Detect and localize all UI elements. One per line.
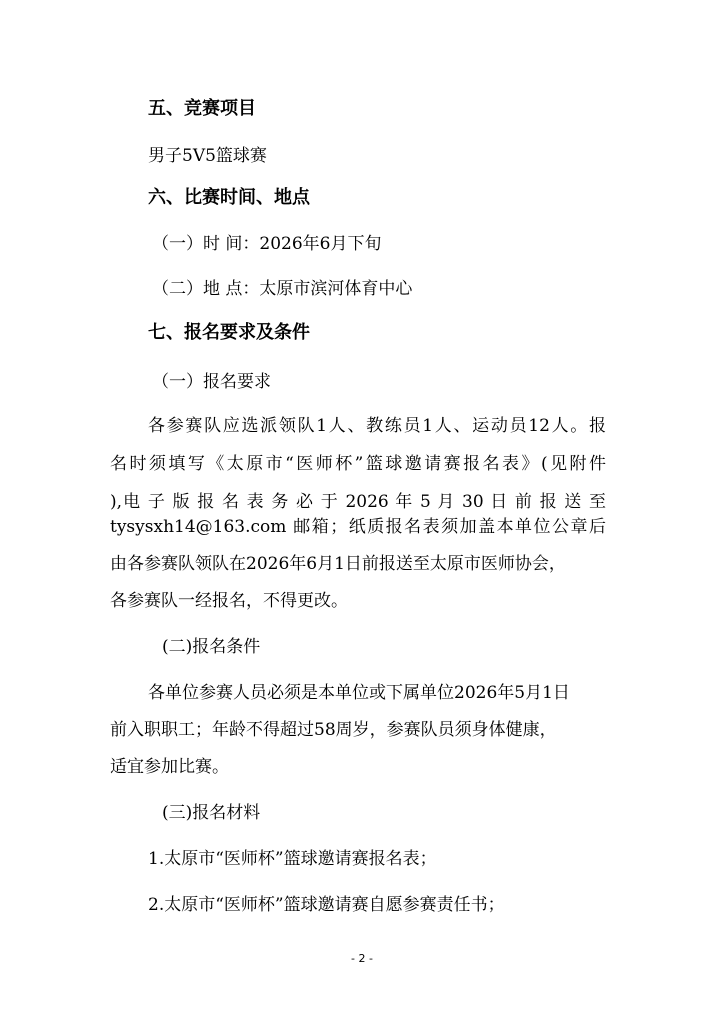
conditions-line: 各单位参赛人员必须是本单位或下属单位2026年5月1日 bbox=[148, 683, 570, 703]
subsection-title-requirements: （一）报名要求 bbox=[152, 372, 271, 392]
requirements-line: 各参赛队应选派领队1人、教练员1人、运动员12人。报 bbox=[148, 416, 606, 436]
requirements-line: 名时须填写《太原市“医师杯”篮球邀请赛报名表》(见附件 bbox=[110, 454, 606, 474]
subsection-title-conditions: (二)报名条件 bbox=[162, 637, 261, 657]
match-place: （二）地 点：太原市滨河体育中心 bbox=[152, 279, 413, 299]
match-time: （一）时 间：2026年6月下旬 bbox=[152, 234, 382, 254]
requirements-line: tysysxh14@163.com 邮箱；纸质报名表须加盖本单位公章后 bbox=[110, 517, 606, 537]
page-number: - 2 - bbox=[351, 952, 373, 965]
materials-item: 1.太原市“医师杯”篮球邀请赛报名表； bbox=[148, 849, 437, 869]
conditions-line: 适宜参加比赛。 bbox=[110, 757, 229, 777]
section-heading-5: 五、竞赛项目 bbox=[148, 98, 256, 119]
materials-item: 2.太原市“医师杯”篮球邀请赛自愿参赛责任书； bbox=[148, 895, 505, 915]
requirements-line: 由各参赛队领队在2026年6月1日前报送至太原市医师协会， bbox=[110, 554, 566, 574]
subsection-title-materials: (三)报名材料 bbox=[162, 803, 261, 823]
competition-item: 男子5V5篮球赛 bbox=[148, 146, 267, 166]
section-heading-6: 六、比赛时间、地点 bbox=[148, 187, 310, 208]
requirements-line: ),电 子 版 报 名 表 务 必 于 2026 年 5 月 30 日 前 报 送 至 bbox=[110, 492, 606, 512]
section-heading-7: 七、报名要求及条件 bbox=[148, 322, 310, 343]
conditions-line: 前入职职工；年龄不得超过58周岁，参赛队员须身体健康， bbox=[110, 720, 557, 740]
requirements-line: 各参赛队一经报名，不得更改。 bbox=[110, 591, 348, 611]
